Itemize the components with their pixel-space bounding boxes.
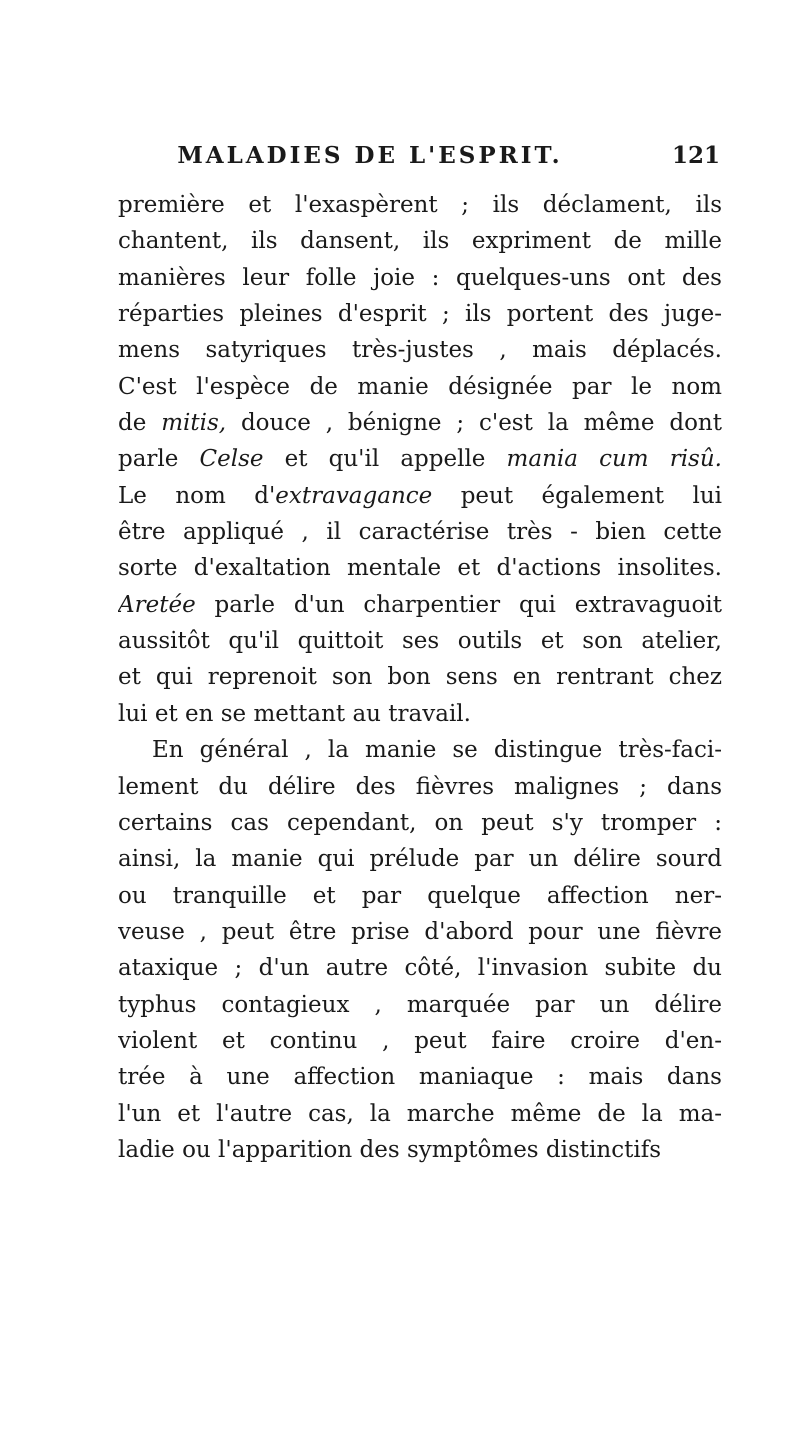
- text-line: parle Celse et qu'il appelle mania cum risû.: [118, 446, 722, 473]
- text-line: Le nom d'extravagance peut également lui: [118, 482, 722, 509]
- text-line: l'un et l'autre cas, la marche même de la ma-: [118, 1100, 722, 1127]
- text-line: trée à une affection maniaque : mais dans: [118, 1064, 722, 1091]
- italic-term: mitis,: [161, 410, 227, 437]
- text-line: ainsi, la manie qui prélude par un délire sourd: [118, 846, 722, 873]
- italic-term: extravagance: [275, 482, 433, 509]
- page-number: 121: [671, 142, 720, 169]
- text-line: violent et continu , peut faire croire d'en-: [118, 1027, 722, 1054]
- text-line: ou tranquille et par quelque affection ner-: [118, 882, 722, 909]
- text-line: ladie ou l'apparition des symptômes distinctifs: [118, 1136, 662, 1163]
- text-line: sorte d'exaltation mentale et d'actions insolites.: [118, 555, 722, 582]
- text-line: manières leur folle joie : quelques-uns ont des: [118, 264, 722, 291]
- text-line: mens satyriques très-justes , mais déplacés.: [118, 337, 722, 364]
- running-title: MALADIES DE L'ESPRIT.: [177, 142, 563, 169]
- text-line: lui et en se mettant au travail.: [118, 700, 471, 727]
- text-line: réparties pleines d'esprit ; ils portent des juge-: [118, 301, 722, 328]
- text-line: et qui reprenoit son bon sens en rentrant chez: [118, 664, 722, 691]
- text-line: chantent, ils dansent, ils expriment de mille: [118, 228, 722, 255]
- italic-term: Aretée: [118, 591, 196, 618]
- text-line: aussitôt qu'il quittoit ses outils et son atelier,: [118, 628, 722, 655]
- text-line: veuse , peut être prise d'abord pour une fièvre: [118, 918, 722, 945]
- text-line: lement du délire des fièvres malignes ; dans: [118, 773, 722, 800]
- page-header: [120, 142, 720, 182]
- text-line: certains cas cependant, on peut s'y tromper :: [118, 809, 722, 836]
- text-line: En général , la manie se distingue très-faci-: [152, 737, 722, 764]
- italic-term: Celse: [199, 446, 264, 473]
- text-line: première et l'exaspèrent ; ils déclament, ils: [118, 192, 722, 218]
- italic-term: mania cum risû.: [506, 446, 722, 473]
- text-line: C'est l'espèce de manie désignée par le nom: [118, 373, 722, 400]
- text-line: de mitis, douce , bénigne ; c'est la même dont: [118, 410, 722, 437]
- text-line: être appliqué , il caractérise très - bien cette: [118, 519, 722, 546]
- text-line: ataxique ; d'un autre côté, l'invasion subite du: [118, 955, 722, 982]
- text-line: typhus contagieux , marquée par un délire: [118, 991, 722, 1018]
- text-line: Aretée parle d'un charpentier qui extravaguoit: [118, 591, 722, 618]
- body-text: [118, 187, 722, 1168]
